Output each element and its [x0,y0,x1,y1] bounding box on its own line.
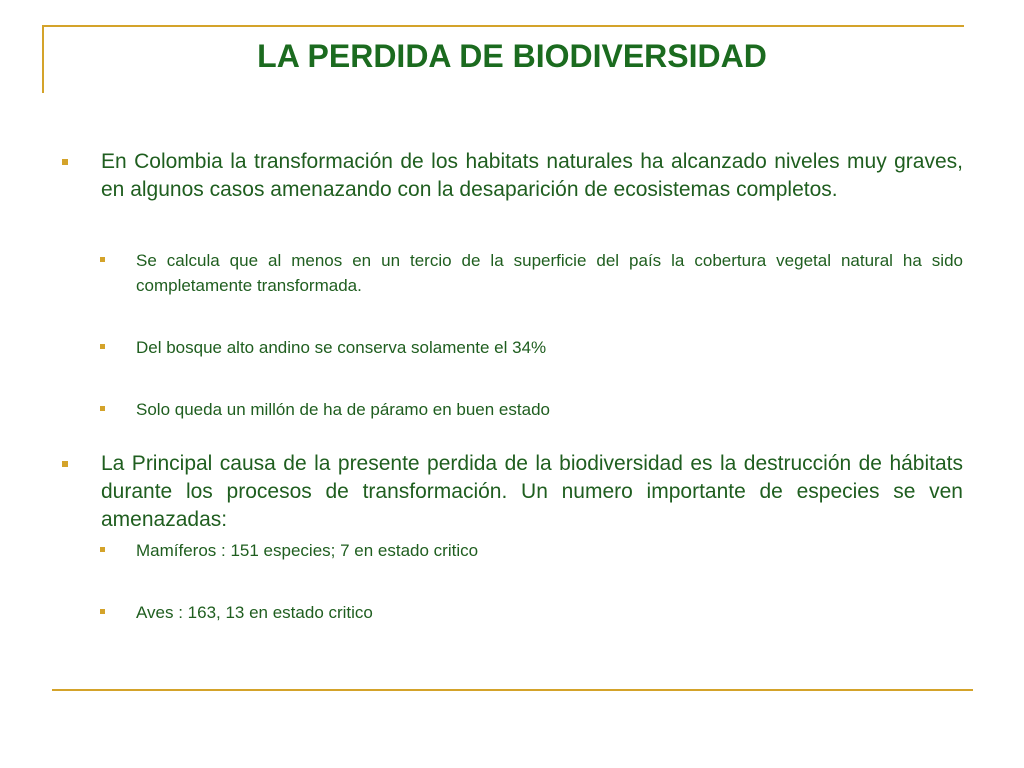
sub-bullet-text: Del bosque alto andino se conserva solamente el 34% [136,338,547,357]
frame-bottom-rule [52,689,973,691]
bullet-item [60,148,963,204]
slide-title: LA PERDIDA DE BIODIVERSIDAD [257,38,767,74]
square-bullet-icon [62,461,68,467]
sub-bullet-item [60,600,963,625]
sub-bullet-text: Se calcula que al menos en un tercio de la superficie del país la cobertura vegetal natural ha sido completamente transformada. [136,251,963,295]
bullet-item [60,450,963,534]
bullet-text: En Colombia la transformación de los habitats naturales ha alcanzado niveles muy graves, en algunos casos amenazando con la desaparición de ecosistemas completos. [101,150,963,201]
sub-bullet-item [60,335,963,360]
sub-bullet-item [60,248,963,298]
square-bullet-icon [100,257,105,262]
frame-top-rule [42,25,964,27]
sub-bullet-text: Mamíferos : 151 especies; 7 en estado critico [136,541,479,560]
sub-bullet-text: Aves : 163, 13 en estado critico [136,603,373,622]
bullet-text: La Principal causa de la presente perdida de la biodiversidad es la destrucción de hábitats durante los procesos de transformación. Un numero importante de especies se ven amenazadas: [101,452,963,531]
sub-bullet-item [60,397,963,422]
sub-bullet-item [60,538,963,563]
square-bullet-icon [100,406,105,411]
square-bullet-icon [100,547,105,552]
sub-bullet-text: Solo queda un millón de ha de páramo en buen estado [136,400,550,419]
square-bullet-icon [100,344,105,349]
square-bullet-icon [100,609,105,614]
square-bullet-icon [62,159,68,165]
slide-content [60,148,963,625]
